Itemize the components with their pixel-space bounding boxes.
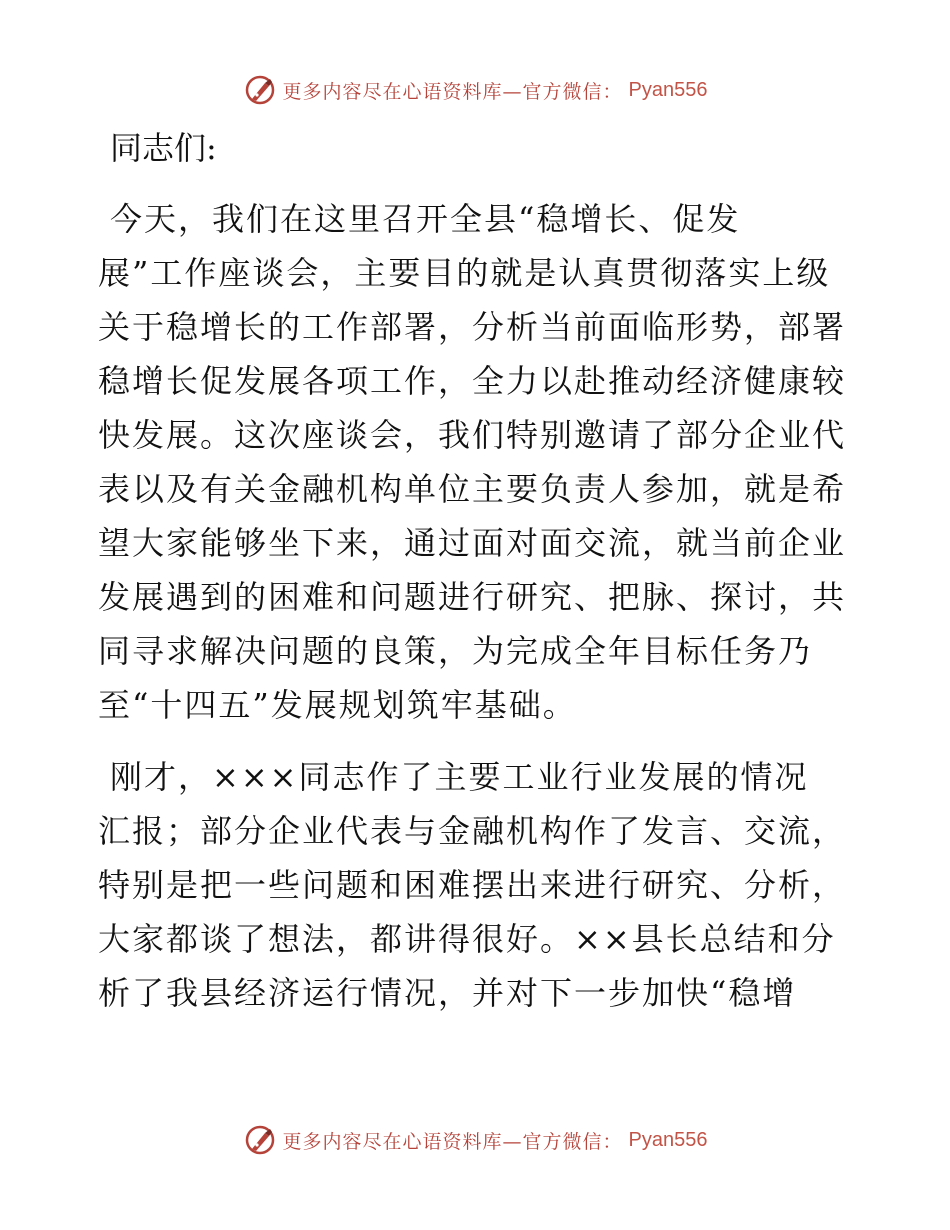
watermark-wechat-id: Pyan556: [628, 78, 708, 101]
watermark-wechat-id: Pyan556: [628, 1128, 708, 1151]
text-line: 关于稳增长的工作部署，分析当前面临形势，部署: [98, 308, 847, 346]
footer-watermark: [0, 1120, 950, 1160]
document-body: [98, 122, 858, 1038]
text-line: 望大家能够坐下来，通过面对面交流，就当前企业: [98, 524, 847, 562]
text-line: 析了我县经济运行情况，并对下一步加快“稳增: [98, 974, 797, 1012]
greeting: 同志们:: [110, 129, 217, 167]
pen-nib-logo-icon: [243, 73, 277, 107]
text-line: 快发展。这次座谈会，我们特别邀请了部分企业代: [98, 416, 847, 454]
text-line: 稳增长促发展各项工作，全力以赴推动经济健康较: [98, 362, 847, 400]
text-line: 大家都谈了想法，都讲得很好。××县长总结和分: [98, 920, 836, 958]
text-line: 发展遇到的困难和问题进行研究、把脉、探讨，共: [98, 578, 847, 616]
text-line: 今天，我们在这里召开全县“稳增长、促发: [110, 200, 741, 238]
watermark-text: 更多内容尽在心语资料库—官方微信：: [282, 80, 623, 103]
paragraph-1: [98, 192, 858, 732]
text-line: 至“十四五”发展规划筑牢基础。: [98, 686, 577, 724]
paragraph-2: [98, 750, 858, 1020]
header-watermark: [0, 70, 950, 110]
text-line: 展”工作座谈会，主要目的就是认真贯彻落实上级: [98, 254, 831, 292]
text-line: 表以及有关金融机构单位主要负责人参加，就是希: [98, 470, 847, 508]
text-line: 同寻求解决问题的良策，为完成全年目标任务乃: [98, 632, 813, 670]
pen-nib-logo-icon: [243, 1123, 277, 1157]
text-line: 特别是把一些问题和困难摆出来进行研究、分析，: [98, 866, 847, 904]
text-line: 汇报；部分企业代表与金融机构作了发言、交流，: [98, 812, 847, 850]
text-line: 刚才，×××同志作了主要工业行业发展的情况: [110, 758, 809, 796]
watermark-text: 更多内容尽在心语资料库—官方微信：: [282, 1130, 623, 1153]
